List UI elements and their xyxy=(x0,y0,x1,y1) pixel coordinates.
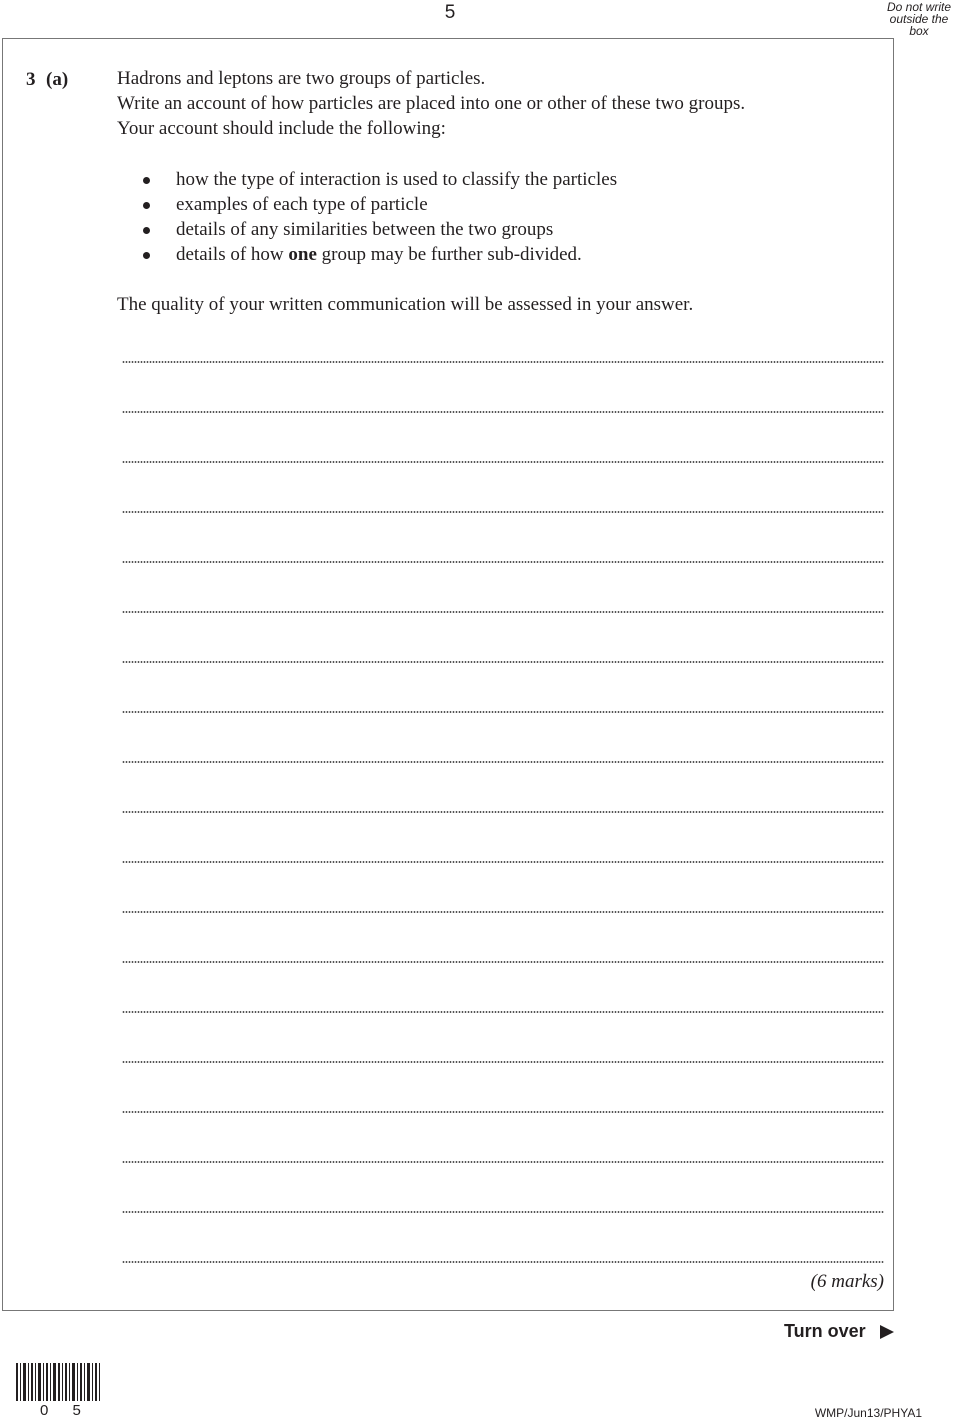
margin-note-line: box xyxy=(909,24,929,38)
answer-line[interactable] xyxy=(122,511,884,513)
answer-line[interactable] xyxy=(122,411,884,413)
margin-note-line: Do not write xyxy=(886,0,952,14)
bullet-dot xyxy=(143,252,150,259)
bullet-text xyxy=(176,244,582,266)
answer-line[interactable] xyxy=(122,911,884,913)
marks-label: (6 marks) xyxy=(810,1271,884,1292)
margin-note-line: outside the xyxy=(889,12,949,26)
question-part: (a) xyxy=(46,69,69,90)
answer-line[interactable] xyxy=(122,1061,884,1063)
paper-code: WMP/Jun13/PHYA1 xyxy=(814,1406,922,1420)
intro-line: Hadrons and leptons are two groups of particles. xyxy=(117,68,486,89)
intro-line: Write an account of how particles are placed into one or other of these two groups. xyxy=(117,93,746,114)
answer-line[interactable] xyxy=(122,1161,884,1163)
margin-note xyxy=(879,1,959,37)
bullet-text-start: details of how xyxy=(176,244,289,265)
bullet-dot xyxy=(143,177,150,184)
bullet-text: examples of each type of particle xyxy=(176,194,428,215)
answer-line[interactable] xyxy=(122,461,884,463)
bullet-dot xyxy=(143,202,150,209)
answer-line[interactable] xyxy=(122,1111,884,1113)
bullet-text: how the type of interaction is used to classify the particles xyxy=(176,169,618,190)
bullet-text-bold: one xyxy=(288,244,317,265)
arrow-right-icon xyxy=(880,1325,894,1339)
intro-line: Your account should include the following: xyxy=(117,118,446,139)
answer-line[interactable] xyxy=(122,811,884,813)
answer-line[interactable] xyxy=(122,761,884,763)
answer-line[interactable] xyxy=(122,1261,884,1263)
answer-line[interactable] xyxy=(122,561,884,563)
answer-line[interactable] xyxy=(122,1211,884,1213)
turn-over-label: Turn over xyxy=(784,1321,866,1341)
barcode-digits: 0 5 xyxy=(40,1402,91,1419)
question-number: 3 xyxy=(26,69,36,90)
answer-line[interactable] xyxy=(122,661,884,663)
answer-line[interactable] xyxy=(122,961,884,963)
barcode xyxy=(16,1363,100,1403)
bullet-dot xyxy=(143,227,150,234)
answer-line[interactable] xyxy=(122,861,884,863)
answer-line[interactable] xyxy=(122,1011,884,1013)
qwc-note: The quality of your written communication will be assessed in your answer. xyxy=(117,294,694,315)
answer-line[interactable] xyxy=(122,611,884,613)
answer-line[interactable] xyxy=(122,711,884,713)
page-number: 5 xyxy=(444,2,456,23)
bullet-text: details of any similarities between the two groups xyxy=(176,219,554,240)
bullet-text-end: group may be further sub-divided. xyxy=(316,244,582,265)
answer-line[interactable] xyxy=(122,361,884,363)
